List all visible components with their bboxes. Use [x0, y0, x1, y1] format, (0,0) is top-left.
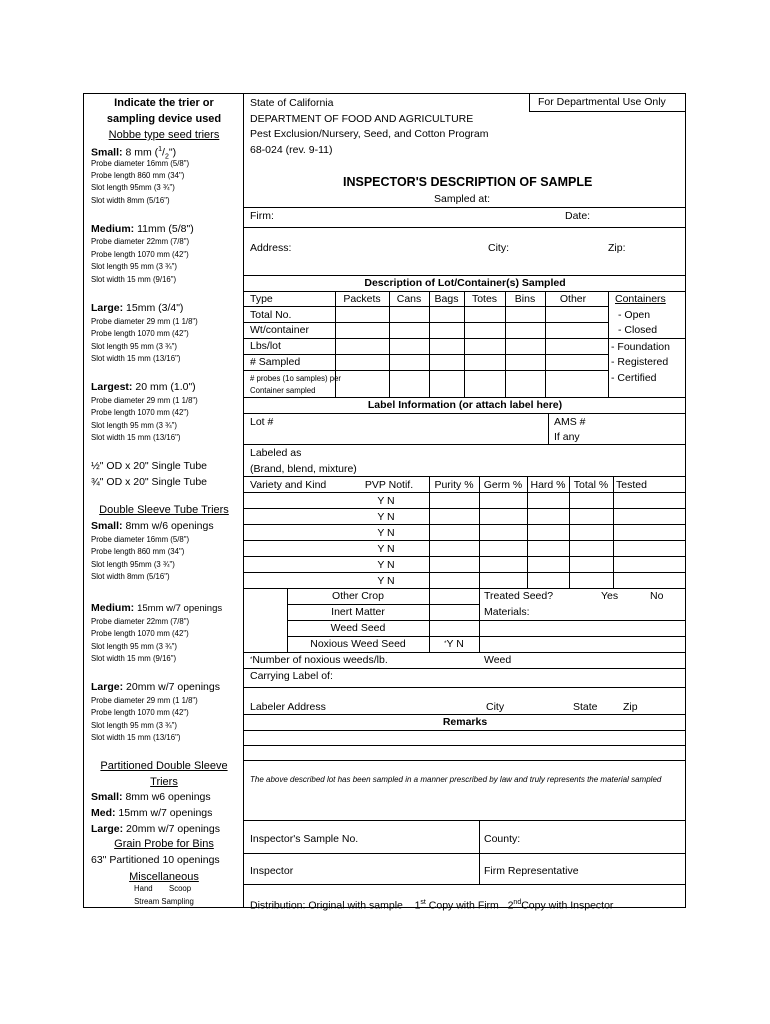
spec-line: Probe length 1070 mm (42") [91, 329, 189, 338]
spec-line: Probe diameter 16mm (5/8") [91, 159, 190, 168]
col-purity: Purity % [434, 479, 474, 491]
firm-label: Firm: [250, 210, 274, 222]
materials-label: Materials: [484, 606, 530, 618]
spec-line: Probe length 860 mm (34") [91, 547, 185, 556]
inspection-form [83, 93, 686, 912]
partitioned-63: 63" Partitioned 10 openings [91, 854, 220, 866]
partitioned-med: Med: 15mm w/7 openings [91, 807, 213, 819]
col-totes: Totes [471, 293, 498, 305]
row-probes-2: Container sampled [250, 386, 316, 395]
scoop-option: Scoop [169, 884, 192, 893]
program-line: Pest Exclusion/Nursery, Seed, and Cotton Program [250, 128, 489, 140]
col-cans: Cans [396, 293, 422, 305]
address-label: Address: [250, 242, 292, 254]
hand-option: Hand [134, 884, 153, 893]
inspector-label: Inspector [250, 865, 294, 877]
spec-line: Probe length 1070 mm (42") [91, 250, 189, 259]
double-sleeve-heading: Double Sleeve Tube Triers [99, 504, 229, 516]
state-line: State of California [250, 97, 334, 109]
containers-certified: - Certified [611, 372, 657, 384]
noxious-count-label: *Number of noxious weeds/lb. [250, 654, 388, 666]
sampled-at-label: Sampled at: [434, 193, 491, 205]
col-hard: Hard % [530, 479, 566, 491]
single-tube-three-quarter: ¾" OD x 20" Single Tube [91, 476, 208, 488]
weed-label: Weed [484, 654, 512, 666]
labeler-address-label: Labeler Address [250, 701, 326, 713]
spec-line: Probe length 860 mm (34") [91, 171, 185, 180]
spec-line: Slot length 95 mm (3 ¾") [91, 642, 177, 651]
largest-option: Largest: 20 mm (1.0") [91, 381, 196, 393]
spec-line: Slot width 15 mm (13/16") [91, 433, 181, 442]
spec-line: Slot length 95 mm (3 ¾") [91, 342, 177, 351]
grain-probe-heading: Grain Probe for Bins [114, 838, 214, 850]
dept-use-label: For Departmental Use Only [538, 96, 666, 108]
double-small-option: Small: 8mm w/6 openings [91, 520, 214, 532]
lot-number-label: Lot # [250, 416, 274, 428]
spec-line: Probe diameter 29 mm (1 1/8") [91, 696, 198, 705]
col-type: Type [250, 293, 273, 305]
partitioned-large: Large: 20mm w/7 openings [91, 823, 220, 835]
sidebar-heading-2: sampling device used [106, 113, 222, 125]
pvp-yn[interactable]: Y N [377, 511, 395, 523]
spec-line: Probe diameter 22mm (7/8") [91, 617, 190, 626]
spec-line: Probe length 1070 mm (42") [91, 408, 189, 417]
nobbe-heading: Nobbe type seed triers [108, 129, 220, 141]
inert-matter-label: Inert Matter [331, 606, 385, 618]
carrying-label: Carrying Label of: [250, 670, 333, 682]
medium-option: Medium: 11mm (5/8") [91, 223, 194, 235]
partitioned-heading: Partitioned Double Sleeve [100, 760, 228, 772]
col-germ: Germ % [483, 479, 523, 491]
col-tested: Tested [616, 479, 647, 491]
misc-heading: Miscellaneous [129, 871, 199, 883]
spec-line: Slot width 8mm (5/16") [91, 572, 170, 581]
pvp-yn[interactable]: Y N [377, 495, 395, 507]
col-variety: Variety and Kind [250, 479, 327, 491]
form-title: INSPECTOR'S DESCRIPTION OF SAMPLE [343, 175, 593, 189]
large-option: Large: 15mm (3/4") [91, 302, 184, 314]
spec-line: Probe diameter 29 mm (1 1/8") [91, 396, 198, 405]
row-wt-container: Wt/container [250, 324, 309, 336]
pvp-yn[interactable]: Y N [377, 543, 395, 555]
containers-open: - Open [618, 309, 651, 321]
spec-line: Probe length 1070 mm (42") [91, 629, 189, 638]
label-info-title: Label Information (or attach label here) [367, 399, 563, 411]
noxious-weed-seed-label: Noxious Weed Seed [310, 638, 406, 650]
dept-use-box [529, 94, 686, 112]
double-medium-option: Medium: 15mm w/7 openings [91, 602, 223, 614]
col-packets: Packets [343, 293, 381, 305]
row-lbs-lot: Lbs/lot [250, 340, 281, 352]
spec-line: Slot length 95mm (3 ¾") [91, 560, 175, 569]
spec-line: Slot length 95 mm (3 ¾") [91, 262, 177, 271]
col-other: Other [559, 293, 587, 305]
labeled-as-label: Labeled as [250, 447, 302, 459]
remarks-title: Remarks [442, 716, 488, 728]
containers-registered: - Registered [611, 356, 669, 368]
double-large-option: Large: 20mm w/7 openings [91, 681, 220, 693]
county-label: County: [484, 833, 521, 845]
spec-line: Slot width 15 mm (13/16") [91, 354, 181, 363]
col-total: Total % [573, 479, 609, 491]
lot-description-title: Description of Lot/Container(s) Sampled [364, 277, 566, 289]
pvp-yn[interactable]: Y N [377, 527, 395, 539]
spec-line: Probe diameter 22mm (7/8") [91, 237, 190, 246]
col-bins: Bins [514, 293, 536, 305]
date-label: Date: [565, 210, 591, 222]
noxious-yn[interactable]: *Y N [444, 638, 464, 650]
treated-yes[interactable]: Yes [601, 590, 619, 602]
containers-closed: - Closed [618, 324, 658, 336]
col-pvp: PVP Notif. [364, 479, 414, 491]
pvp-yn[interactable]: Y N [377, 575, 395, 587]
brand-label: (Brand, blend, mixture) [250, 463, 357, 475]
pvp-yn[interactable]: Y N [377, 559, 395, 571]
sample-number-label: Inspector's Sample No. [250, 833, 359, 845]
single-tube-half: ½" OD x 20" Single Tube [91, 460, 208, 472]
spec-line: Probe diameter 29 mm (1 1/8") [91, 317, 198, 326]
spec-line: Slot length 95 mm (3 ¾") [91, 721, 177, 730]
trier-sidebar [84, 94, 244, 907]
spec-line: Slot length 95mm (3 ¾") [91, 183, 175, 192]
labeler-city-label: City [486, 701, 505, 713]
containers-foundation: - Foundation [611, 341, 670, 353]
treated-seed-label: Treated Seed? [484, 590, 554, 602]
form-number: 68-024 (rev. 9-11) [250, 144, 333, 156]
spec-line: Slot width 15 mm (9/16") [91, 275, 177, 284]
ams-label: AMS # [554, 416, 586, 428]
zip-label: Zip: [608, 242, 626, 254]
firm-rep-label: Firm Representative [484, 865, 579, 877]
stream-option: Stream Sampling [134, 897, 194, 906]
row-sampled: # Sampled [250, 356, 301, 368]
col-bags: Bags [434, 293, 459, 305]
spec-line: Probe diameter 16mm (5/8") [91, 535, 190, 544]
small-option: Small: 8 mm $(^1/_2")$ [91, 146, 177, 161]
sidebar-heading-1: Indicate the trier or [114, 97, 214, 109]
containers-label: Containers [615, 293, 666, 305]
spec-line: Slot length 95 mm (3 ¾") [91, 421, 177, 430]
partitioned-heading-2: Triers [150, 776, 178, 788]
row-total-no: Total No. [250, 309, 292, 321]
weed-seed-label: Weed Seed [330, 622, 386, 634]
certification-statement: The above described lot has been sampled in a manner prescribed by law and truly represents the material sampled [250, 775, 662, 784]
city-label: City: [488, 242, 509, 254]
labeler-state-label: State [573, 701, 598, 713]
labeler-zip-label: Zip [623, 701, 638, 713]
spec-line: Slot width 15 mm (9/16") [91, 654, 177, 663]
spec-line: Slot width 8mm (5/16") [91, 196, 170, 205]
partitioned-small: Small: 8mm w6 openings [91, 791, 211, 803]
dept-line: DEPARTMENT OF FOOD AND AGRICULTURE [250, 113, 474, 125]
row-probes-1: # probes (1o samples) per [250, 374, 342, 383]
distribution-label: Distribution: Original with sample 1st Copy with Firm 2ndCopy with Inspector [250, 899, 614, 912]
ams-if-any: If any [554, 431, 580, 443]
other-crop-label: Other Crop [332, 590, 384, 602]
treated-no[interactable]: No [650, 590, 664, 602]
spec-line: Probe length 1070 mm (42") [91, 708, 189, 717]
spec-line: Slot width 15 mm (13/16") [91, 733, 181, 742]
